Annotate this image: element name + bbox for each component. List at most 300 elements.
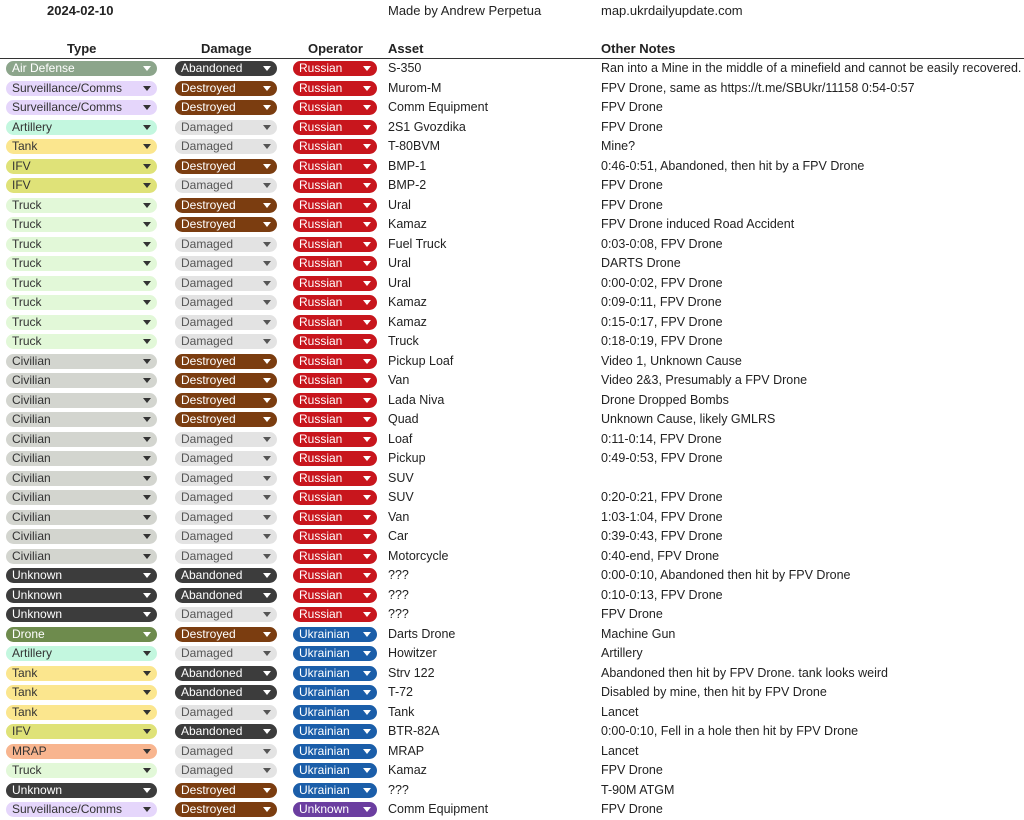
operator-dropdown[interactable] (293, 393, 377, 408)
type-dropdown[interactable] (6, 510, 157, 525)
type-dropdown[interactable] (6, 568, 157, 583)
dropdown-arrow-icon[interactable] (143, 320, 151, 325)
dropdown-arrow-icon[interactable] (363, 222, 371, 227)
damage-dropdown-label: Abandoned (181, 665, 243, 680)
dropdown-arrow-icon[interactable] (143, 359, 151, 364)
type-dropdown[interactable] (6, 81, 157, 96)
dropdown-arrow-icon[interactable] (143, 105, 151, 110)
damage-dropdown[interactable] (175, 61, 277, 76)
dropdown-arrow-icon[interactable] (363, 86, 371, 91)
dropdown-arrow-icon[interactable] (263, 612, 271, 617)
damage-dropdown[interactable] (175, 607, 277, 622)
dropdown-arrow-icon[interactable] (143, 378, 151, 383)
damage-dropdown[interactable] (175, 334, 277, 349)
dropdown-arrow-icon[interactable] (263, 671, 271, 676)
operator-dropdown[interactable] (293, 490, 377, 505)
dropdown-arrow-icon[interactable] (143, 437, 151, 442)
damage-dropdown[interactable] (175, 100, 277, 115)
damage-dropdown-label: Damaged (181, 334, 234, 348)
operator-dropdown[interactable] (293, 685, 377, 700)
dropdown-arrow-icon[interactable] (363, 788, 371, 793)
damage-dropdown[interactable] (175, 802, 277, 817)
damage-dropdown-label: Destroyed (181, 353, 236, 368)
operator-dropdown[interactable] (293, 61, 377, 76)
operator-dropdown[interactable] (293, 666, 377, 681)
operator-dropdown[interactable] (293, 412, 377, 427)
type-dropdown-label: IFV (12, 724, 31, 738)
dropdown-arrow-icon[interactable] (363, 807, 371, 812)
dropdown-arrow-icon[interactable] (363, 710, 371, 715)
operator-dropdown[interactable] (293, 315, 377, 330)
dropdown-arrow-icon[interactable] (143, 86, 151, 91)
notes-cell: FPV Drone (601, 100, 663, 114)
damage-dropdown-label: Damaged (181, 295, 234, 309)
operator-dropdown[interactable] (293, 217, 377, 232)
notes-cell: T-90M ATGM (601, 782, 675, 797)
column-header-type: Type (67, 41, 97, 56)
type-dropdown[interactable] (6, 120, 157, 135)
table-row (0, 605, 1024, 625)
type-dropdown[interactable] (6, 666, 157, 681)
type-dropdown[interactable] (6, 627, 157, 642)
dropdown-arrow-icon[interactable] (263, 476, 271, 481)
dropdown-arrow-icon[interactable] (263, 242, 271, 247)
dropdown-arrow-icon[interactable] (143, 125, 151, 130)
dropdown-arrow-icon[interactable] (263, 222, 271, 227)
type-dropdown-label: Unknown (12, 587, 63, 602)
type-dropdown[interactable] (6, 529, 157, 544)
operator-dropdown[interactable] (293, 471, 377, 486)
dropdown-arrow-icon[interactable] (143, 515, 151, 520)
type-dropdown[interactable] (6, 178, 157, 193)
dropdown-arrow-icon[interactable] (263, 144, 271, 149)
dropdown-arrow-icon[interactable] (143, 729, 151, 734)
damage-dropdown[interactable] (175, 471, 277, 486)
asset-cell: ??? (388, 782, 409, 797)
damage-dropdown[interactable] (175, 783, 277, 798)
type-dropdown[interactable] (6, 237, 157, 252)
damage-dropdown[interactable] (175, 256, 277, 271)
dropdown-arrow-icon[interactable] (263, 690, 271, 695)
notes-cell: 0:39-0:43, FPV Drone (601, 529, 723, 543)
dropdown-arrow-icon[interactable] (263, 105, 271, 110)
damage-dropdown-label: Damaged (181, 607, 234, 621)
dropdown-arrow-icon[interactable] (363, 125, 371, 130)
dropdown-arrow-icon[interactable] (263, 807, 271, 812)
dropdown-arrow-icon[interactable] (143, 495, 151, 500)
operator-dropdown[interactable] (293, 139, 377, 154)
table-row (0, 664, 1024, 684)
damage-dropdown[interactable] (175, 393, 277, 408)
operator-dropdown-label: Russian (299, 607, 343, 621)
dropdown-arrow-icon[interactable] (143, 612, 151, 617)
type-dropdown[interactable] (6, 256, 157, 271)
dropdown-arrow-icon[interactable] (363, 749, 371, 754)
damage-dropdown[interactable] (175, 120, 277, 135)
operator-dropdown[interactable] (293, 783, 377, 798)
dropdown-arrow-icon[interactable] (363, 554, 371, 559)
notes-cell: 0:03-0:08, FPV Drone (601, 236, 723, 251)
damage-dropdown-label: Damaged (181, 275, 234, 290)
dropdown-arrow-icon[interactable] (143, 573, 151, 578)
dropdown-arrow-icon[interactable] (143, 456, 151, 461)
dropdown-arrow-icon[interactable] (263, 456, 271, 461)
operator-dropdown[interactable] (293, 607, 377, 622)
operator-dropdown[interactable] (293, 549, 377, 564)
damage-dropdown[interactable] (175, 490, 277, 505)
site-url[interactable]: map.ukrdailyupdate.com (601, 3, 743, 18)
operator-dropdown-label: Russian (299, 80, 343, 95)
operator-dropdown[interactable] (293, 276, 377, 291)
operator-dropdown[interactable] (293, 451, 377, 466)
dropdown-arrow-icon[interactable] (263, 261, 271, 266)
damage-dropdown[interactable] (175, 373, 277, 388)
operator-dropdown[interactable] (293, 705, 377, 720)
damage-dropdown[interactable] (175, 627, 277, 642)
dropdown-arrow-icon[interactable] (363, 593, 371, 598)
author-credit: Made by Andrew Perpetua (388, 3, 542, 18)
damage-dropdown-label: Abandoned (181, 724, 243, 738)
dropdown-arrow-icon[interactable] (143, 222, 151, 227)
type-dropdown[interactable] (6, 783, 157, 798)
operator-dropdown-label: Russian (299, 334, 343, 348)
damage-dropdown[interactable] (175, 588, 277, 603)
asset-cell: Truck (388, 334, 419, 348)
dropdown-arrow-icon[interactable] (263, 651, 271, 656)
dropdown-arrow-icon[interactable] (143, 788, 151, 793)
dropdown-arrow-icon[interactable] (263, 515, 271, 520)
type-dropdown[interactable] (6, 724, 157, 739)
asset-cell: SUV (388, 470, 414, 485)
operator-dropdown[interactable] (293, 100, 377, 115)
type-dropdown[interactable] (6, 490, 157, 505)
operator-dropdown[interactable] (293, 159, 377, 174)
dropdown-arrow-icon[interactable] (363, 729, 371, 734)
column-header-operator: Operator (308, 41, 363, 56)
type-dropdown[interactable] (6, 471, 157, 486)
damage-dropdown[interactable] (175, 315, 277, 330)
type-dropdown-label: Surveillance/Comms (12, 100, 123, 114)
operator-dropdown[interactable] (293, 120, 377, 135)
operator-dropdown[interactable] (293, 178, 377, 193)
dropdown-arrow-icon[interactable] (363, 300, 371, 305)
type-dropdown[interactable] (6, 198, 157, 213)
damage-dropdown-label: Damaged (181, 451, 234, 465)
dropdown-arrow-icon[interactable] (143, 807, 151, 812)
operator-dropdown[interactable] (293, 724, 377, 739)
dropdown-arrow-icon[interactable] (363, 612, 371, 617)
table-row (0, 683, 1024, 703)
dropdown-arrow-icon[interactable] (363, 671, 371, 676)
dropdown-arrow-icon[interactable] (363, 242, 371, 247)
type-dropdown[interactable] (6, 139, 157, 154)
dropdown-arrow-icon[interactable] (263, 281, 271, 286)
operator-dropdown[interactable] (293, 373, 377, 388)
type-dropdown[interactable] (6, 315, 157, 330)
operator-dropdown-label: Russian (299, 490, 343, 504)
operator-dropdown[interactable] (293, 295, 377, 310)
asset-cell: Darts Drone (388, 626, 456, 641)
notes-cell: 0:10-0:13, FPV Drone (601, 587, 723, 602)
damage-dropdown[interactable] (175, 685, 277, 700)
type-dropdown[interactable] (6, 61, 157, 76)
operator-dropdown-label: Russian (299, 529, 343, 543)
dropdown-arrow-icon[interactable] (363, 632, 371, 637)
type-dropdown[interactable] (6, 276, 157, 291)
dropdown-arrow-icon[interactable] (363, 144, 371, 149)
damage-dropdown[interactable] (175, 763, 277, 778)
type-dropdown[interactable] (6, 451, 157, 466)
dropdown-arrow-icon[interactable] (363, 651, 371, 656)
dropdown-arrow-icon[interactable] (363, 398, 371, 403)
operator-dropdown[interactable] (293, 529, 377, 544)
operator-dropdown[interactable] (293, 334, 377, 349)
table-row (0, 800, 1024, 820)
type-dropdown[interactable] (6, 100, 157, 115)
damage-dropdown[interactable] (175, 159, 277, 174)
type-dropdown[interactable] (6, 744, 157, 759)
asset-cell: MRAP (388, 743, 425, 758)
damage-dropdown[interactable] (175, 432, 277, 447)
dropdown-arrow-icon[interactable] (363, 66, 371, 71)
dropdown-arrow-icon[interactable] (143, 66, 151, 71)
dropdown-arrow-icon[interactable] (143, 749, 151, 754)
type-dropdown-label: Civilian (12, 470, 51, 485)
damage-dropdown-label: Damaged (181, 529, 234, 543)
dropdown-arrow-icon[interactable] (143, 768, 151, 773)
dropdown-arrow-icon[interactable] (143, 710, 151, 715)
operator-dropdown[interactable] (293, 354, 377, 369)
type-dropdown[interactable] (6, 412, 157, 427)
dropdown-arrow-icon[interactable] (263, 437, 271, 442)
operator-dropdown-label: Russian (299, 256, 343, 270)
dropdown-arrow-icon[interactable] (363, 534, 371, 539)
type-dropdown[interactable] (6, 393, 157, 408)
dropdown-arrow-icon[interactable] (363, 515, 371, 520)
asset-cell: ??? (388, 568, 409, 582)
dropdown-arrow-icon[interactable] (143, 593, 151, 598)
dropdown-arrow-icon[interactable] (263, 320, 271, 325)
dropdown-arrow-icon[interactable] (263, 593, 271, 598)
dropdown-arrow-icon[interactable] (143, 632, 151, 637)
dropdown-arrow-icon[interactable] (263, 378, 271, 383)
dropdown-arrow-icon[interactable] (363, 281, 371, 286)
operator-dropdown[interactable] (293, 763, 377, 778)
damage-dropdown[interactable] (175, 510, 277, 525)
damage-dropdown[interactable] (175, 646, 277, 661)
dropdown-arrow-icon[interactable] (143, 476, 151, 481)
type-dropdown-label: IFV (12, 178, 31, 192)
damage-dropdown[interactable] (175, 549, 277, 564)
dropdown-arrow-icon[interactable] (143, 261, 151, 266)
dropdown-arrow-icon[interactable] (263, 398, 271, 403)
dropdown-arrow-icon[interactable] (143, 417, 151, 422)
dropdown-arrow-icon[interactable] (143, 281, 151, 286)
type-dropdown[interactable] (6, 432, 157, 447)
damage-dropdown[interactable] (175, 178, 277, 193)
dropdown-arrow-icon[interactable] (363, 573, 371, 578)
dropdown-arrow-icon[interactable] (263, 495, 271, 500)
operator-dropdown[interactable] (293, 510, 377, 525)
dropdown-arrow-icon[interactable] (263, 729, 271, 734)
dropdown-arrow-icon[interactable] (143, 242, 151, 247)
damage-dropdown[interactable] (175, 237, 277, 252)
damage-dropdown[interactable] (175, 139, 277, 154)
dropdown-arrow-icon[interactable] (363, 105, 371, 110)
dropdown-arrow-icon[interactable] (143, 144, 151, 149)
dropdown-arrow-icon[interactable] (143, 671, 151, 676)
table-row (0, 508, 1024, 528)
dropdown-arrow-icon[interactable] (363, 359, 371, 364)
dropdown-arrow-icon[interactable] (363, 456, 371, 461)
damage-dropdown-label: Damaged (181, 431, 234, 446)
damage-dropdown[interactable] (175, 276, 277, 291)
dropdown-arrow-icon[interactable] (143, 534, 151, 539)
operator-dropdown[interactable] (293, 81, 377, 96)
operator-dropdown-label: Ukrainian (299, 743, 350, 758)
operator-dropdown[interactable] (293, 432, 377, 447)
table-row (0, 313, 1024, 333)
type-dropdown[interactable] (6, 354, 157, 369)
damage-dropdown-label: Destroyed (181, 373, 236, 387)
dropdown-arrow-icon[interactable] (143, 398, 151, 403)
type-dropdown[interactable] (6, 646, 157, 661)
damage-dropdown[interactable] (175, 217, 277, 232)
type-dropdown-label: Unknown (12, 568, 63, 582)
dropdown-arrow-icon[interactable] (263, 710, 271, 715)
damage-dropdown-label: Damaged (181, 314, 234, 329)
dropdown-arrow-icon[interactable] (363, 203, 371, 208)
damage-dropdown[interactable] (175, 198, 277, 213)
notes-cell: 0:00-0:02, FPV Drone (601, 275, 723, 290)
damage-dropdown[interactable] (175, 724, 277, 739)
dropdown-arrow-icon[interactable] (263, 339, 271, 344)
damage-dropdown[interactable] (175, 568, 277, 583)
asset-cell: Strv 122 (388, 665, 435, 680)
dropdown-arrow-icon[interactable] (263, 573, 271, 578)
type-dropdown[interactable] (6, 159, 157, 174)
type-dropdown[interactable] (6, 549, 157, 564)
asset-cell: S-350 (388, 61, 422, 75)
dropdown-arrow-icon[interactable] (363, 261, 371, 266)
dropdown-arrow-icon[interactable] (263, 632, 271, 637)
damage-dropdown[interactable] (175, 451, 277, 466)
dropdown-arrow-icon[interactable] (363, 495, 371, 500)
type-dropdown[interactable] (6, 334, 157, 349)
damage-dropdown[interactable] (175, 81, 277, 96)
dropdown-arrow-icon[interactable] (363, 417, 371, 422)
notes-cell: 0:20-0:21, FPV Drone (601, 490, 723, 504)
type-dropdown[interactable] (6, 217, 157, 232)
type-dropdown-label: Tank (12, 685, 38, 699)
dropdown-arrow-icon[interactable] (363, 320, 371, 325)
type-dropdown[interactable] (6, 705, 157, 720)
asset-cell: Van (388, 509, 410, 524)
dropdown-arrow-icon[interactable] (363, 339, 371, 344)
dropdown-arrow-icon[interactable] (263, 300, 271, 305)
table-row (0, 215, 1024, 235)
type-dropdown-label: Civilian (12, 412, 51, 426)
operator-dropdown[interactable] (293, 198, 377, 213)
dropdown-arrow-icon[interactable] (143, 300, 151, 305)
dropdown-arrow-icon[interactable] (143, 690, 151, 695)
dropdown-arrow-icon[interactable] (263, 203, 271, 208)
type-dropdown[interactable] (6, 588, 157, 603)
operator-dropdown-label: Russian (299, 548, 343, 563)
operator-dropdown[interactable] (293, 588, 377, 603)
operator-dropdown[interactable] (293, 646, 377, 661)
dropdown-arrow-icon[interactable] (143, 651, 151, 656)
asset-cell: Ural (388, 197, 411, 212)
table-row (0, 293, 1024, 313)
dropdown-arrow-icon[interactable] (263, 749, 271, 754)
operator-dropdown-label: Russian (299, 61, 343, 75)
operator-dropdown[interactable] (293, 237, 377, 252)
dropdown-arrow-icon[interactable] (263, 125, 271, 130)
operator-dropdown[interactable] (293, 256, 377, 271)
dropdown-arrow-icon[interactable] (263, 66, 271, 71)
type-dropdown[interactable] (6, 763, 157, 778)
type-dropdown[interactable] (6, 295, 157, 310)
dropdown-arrow-icon[interactable] (143, 339, 151, 344)
dropdown-arrow-icon[interactable] (143, 183, 151, 188)
type-dropdown[interactable] (6, 685, 157, 700)
dropdown-arrow-icon[interactable] (363, 437, 371, 442)
damage-dropdown[interactable] (175, 705, 277, 720)
dropdown-arrow-icon[interactable] (143, 554, 151, 559)
type-dropdown[interactable] (6, 802, 157, 817)
damage-dropdown[interactable] (175, 354, 277, 369)
operator-dropdown[interactable] (293, 802, 377, 817)
dropdown-arrow-icon[interactable] (143, 164, 151, 169)
dropdown-arrow-icon[interactable] (363, 690, 371, 695)
type-dropdown[interactable] (6, 373, 157, 388)
notes-cell: Lancet (601, 743, 639, 758)
dropdown-arrow-icon[interactable] (263, 768, 271, 773)
dropdown-arrow-icon[interactable] (263, 417, 271, 422)
type-dropdown[interactable] (6, 607, 157, 622)
table-row (0, 761, 1024, 781)
damage-dropdown[interactable] (175, 295, 277, 310)
dropdown-arrow-icon[interactable] (263, 183, 271, 188)
operator-dropdown[interactable] (293, 568, 377, 583)
damage-dropdown[interactable] (175, 412, 277, 427)
dropdown-arrow-icon[interactable] (263, 359, 271, 364)
notes-cell: Machine Gun (601, 626, 676, 641)
dropdown-arrow-icon[interactable] (363, 768, 371, 773)
dropdown-arrow-icon[interactable] (263, 788, 271, 793)
dropdown-arrow-icon[interactable] (363, 183, 371, 188)
damage-dropdown[interactable] (175, 744, 277, 759)
operator-dropdown[interactable] (293, 627, 377, 642)
dropdown-arrow-icon[interactable] (363, 476, 371, 481)
table-row (0, 703, 1024, 723)
type-dropdown-label: Civilian (12, 373, 51, 387)
dropdown-arrow-icon[interactable] (263, 534, 271, 539)
dropdown-arrow-icon[interactable] (263, 164, 271, 169)
dropdown-arrow-icon[interactable] (363, 164, 371, 169)
table-row (0, 59, 1024, 79)
dropdown-arrow-icon[interactable] (143, 203, 151, 208)
damage-dropdown[interactable] (175, 666, 277, 681)
dropdown-arrow-icon[interactable] (263, 86, 271, 91)
damage-dropdown[interactable] (175, 529, 277, 544)
table-row (0, 98, 1024, 118)
dropdown-arrow-icon[interactable] (263, 554, 271, 559)
dropdown-arrow-icon[interactable] (363, 378, 371, 383)
table-row (0, 488, 1024, 508)
operator-dropdown[interactable] (293, 744, 377, 759)
